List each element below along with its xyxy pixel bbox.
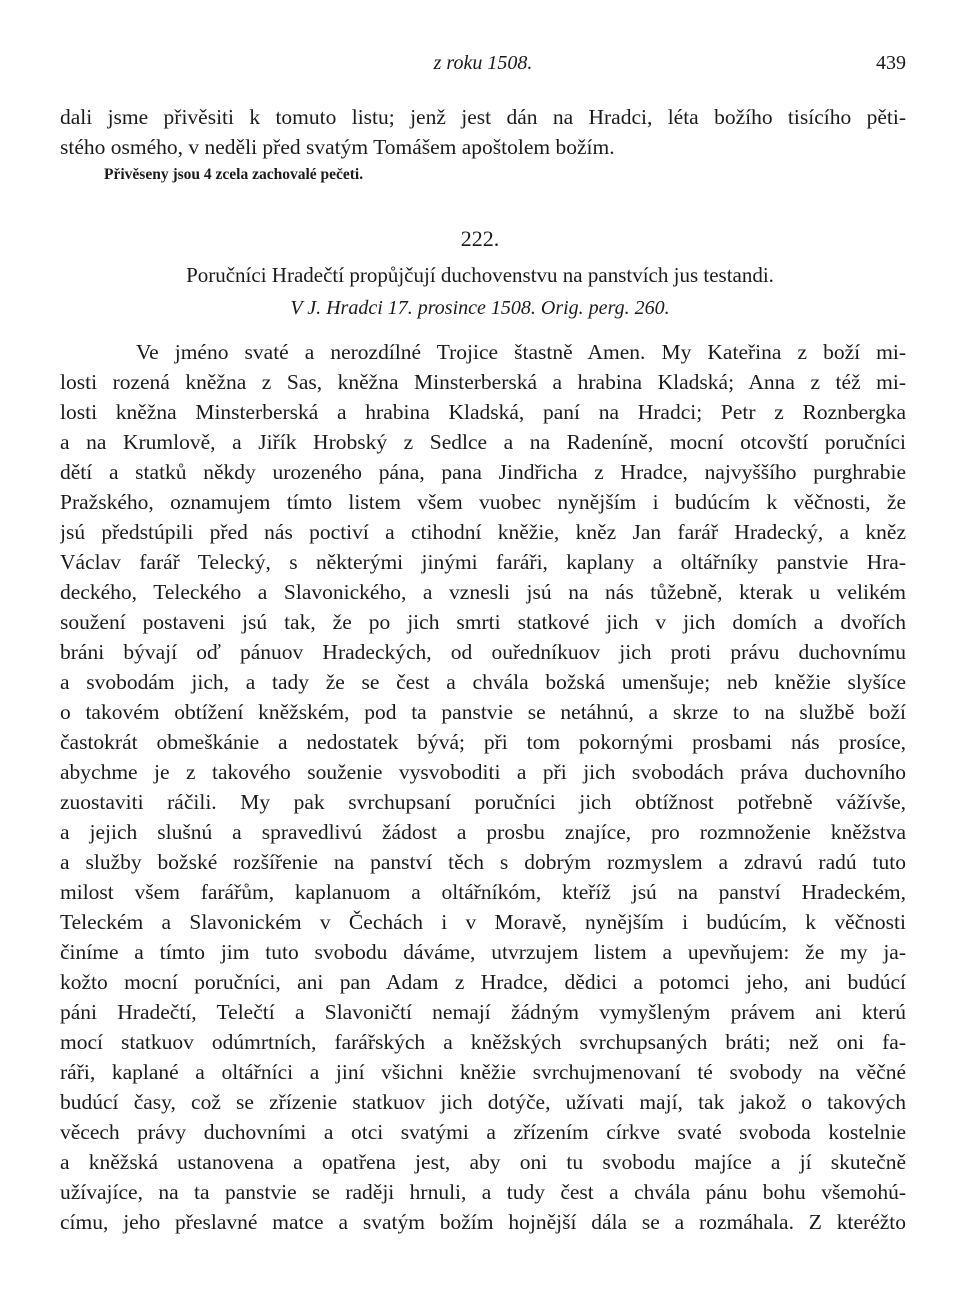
text-line: dali jsme přivěsiti k tomuto listu; jenž jest dán na Hradci, léta božího tisícího pěti-: [60, 105, 906, 129]
text-line: páni Hradečtí, Telečtí a Slavoničtí nemají žádným vymyšleným právem ani kterú: [60, 1000, 906, 1024]
document-source: V J. Hradci 17. prosince 1508. Orig. perg. 260.: [290, 297, 670, 319]
document-heading: Poručníci Hradečtí propůjčují duchovenstvu na panstvích jus testandi.: [186, 263, 774, 287]
text-line: budúcí časy, což se zřízenie statkuov jich dotýče, užívati mají, tak jakož o takových: [60, 1090, 906, 1114]
text-line: losti kněžna Minsterberská a hrabina Kladská, paní na Hradci; Petr z Roznbergka: [60, 400, 906, 424]
page-number: 439: [876, 52, 906, 74]
text-line: milost všem farářům, kaplanuom a oltářníkóm, kteříž jsú na panství Hradeckém,: [60, 880, 906, 904]
text-line: ráři, kaplané a oltářníci a jiní všichni kněžie svrchujmenovaní té svobody na věčné: [60, 1060, 906, 1084]
text-line: soužení postaveni jsú tak, že po jich smrti statkové jich v jich domích a dvořích: [60, 610, 906, 634]
text-line: címu, jeho přeslavné matce a svatým božím hojnější dála se a rozmáhala. Z kteréžto: [60, 1210, 906, 1234]
text-line: Václav farář Telecký, s některými jinými faráři, kaplany a oltářníky panstvie Hra-: [60, 550, 906, 574]
text-line: jsú předstúpili před nás poctiví a ctihodní kněžie, kněz Jan farář Hradecký, a kněz: [60, 520, 906, 544]
running-title: z roku 1508.: [433, 52, 533, 74]
text-line: Teleckém a Slavonickém v Čechách i v Moravě, nynějším i budúcím, k věčnosti: [60, 910, 906, 934]
text-line: kožto mocní poručníci, ani pan Adam z Hradce, dědici a potomci jeho, ani budúcí: [60, 970, 906, 994]
text-line: a na Krumlově, a Jiřík Hrobský z Sedlce a na Radeníně, mocní otcovští poručníci: [60, 430, 906, 454]
text-line: abychme je z takového souženie vysvoboditi a při jich svobodách práva duchovního: [60, 760, 906, 784]
text-line: a služby božské rozšířenie na panství těch s dobrým rozmyslem a zdravú radú tuto: [60, 850, 906, 874]
text-line: o takovém obtížení kněžském, pod ta panstvie se netáhnú, a skrze to na službě boží: [60, 700, 906, 724]
text-line: činíme a tímto jim tuto svobodu dáváme, utvrzujem listem a upevňujem: že my ja-: [60, 940, 906, 964]
text-line: Pražského, oznamujem tímto listem všem vuobec nynějším i budúcím k věčnosti, že: [60, 490, 906, 514]
text-line: častokrát obmeškánie a nedostatek bývá; při tom pokornými prosbami nás prosíce,: [60, 730, 906, 754]
text-line: věcech právy duchovními a otci svatými a zřízením církve svaté svoboda kostelnie: [60, 1120, 906, 1144]
text-line: a svobodám jich, a tady že se čest a chvála božská umenšuje; neb kněžie slyšíce: [60, 670, 906, 694]
text-line: stého osmého, v neděli před svatým Tomášem apoštolem božím.: [60, 135, 615, 159]
text-line: dětí a statků někdy urozeného pána, pana Jindřicha z Hradce, najvyššího purghrabie: [60, 460, 906, 484]
document-number: 222.: [460, 226, 500, 251]
text-line: losti rozená kněžna z Sas, kněžna Minsterberská a hrabina Kladská; Anna z též mi-: [60, 370, 906, 394]
text-line: zuostaviti ráčili. My pak svrchupsaní poručníci jich obtížnost potřebně vážívše,: [60, 790, 906, 814]
text-line: a jejich slušnú a spravedlivú žádost a prosbu znajíce, pro rozmnoženie kněžstva: [60, 820, 906, 844]
text-line: a kněžská ustanovena a opatřena jest, aby oni tu svobodu majíce a jí skutečně: [60, 1150, 906, 1174]
intro-paragraph: [60, 102, 906, 162]
text-line: užívajíce, na ta panstvie se raději hrnuli, a tudy čest a chvála pánu bohu všemohú-: [60, 1180, 906, 1204]
seal-note: Přivěseny jsou 4 zcela zachovalé pečeti.: [104, 166, 364, 183]
text-line: mocí statkuov odúmrtních, farářských a kněžských svrchupsaných bráti; než oni fa-: [60, 1030, 906, 1054]
document-body: [60, 337, 906, 1237]
page-header: [60, 52, 906, 80]
text-line: bráni bývají oď pánuov Hradeckých, od ouředníkuov jich proti právu duchovnímu: [60, 640, 906, 664]
text-line: deckého, Teleckého a Slavonického, a vznesli jsú na nás tůžebně, kterak u velikém: [60, 580, 906, 604]
text-line: Ve jméno svaté a nerozdílné Trojice štastně Amen. My Kateřina z boží mi-: [136, 340, 906, 364]
